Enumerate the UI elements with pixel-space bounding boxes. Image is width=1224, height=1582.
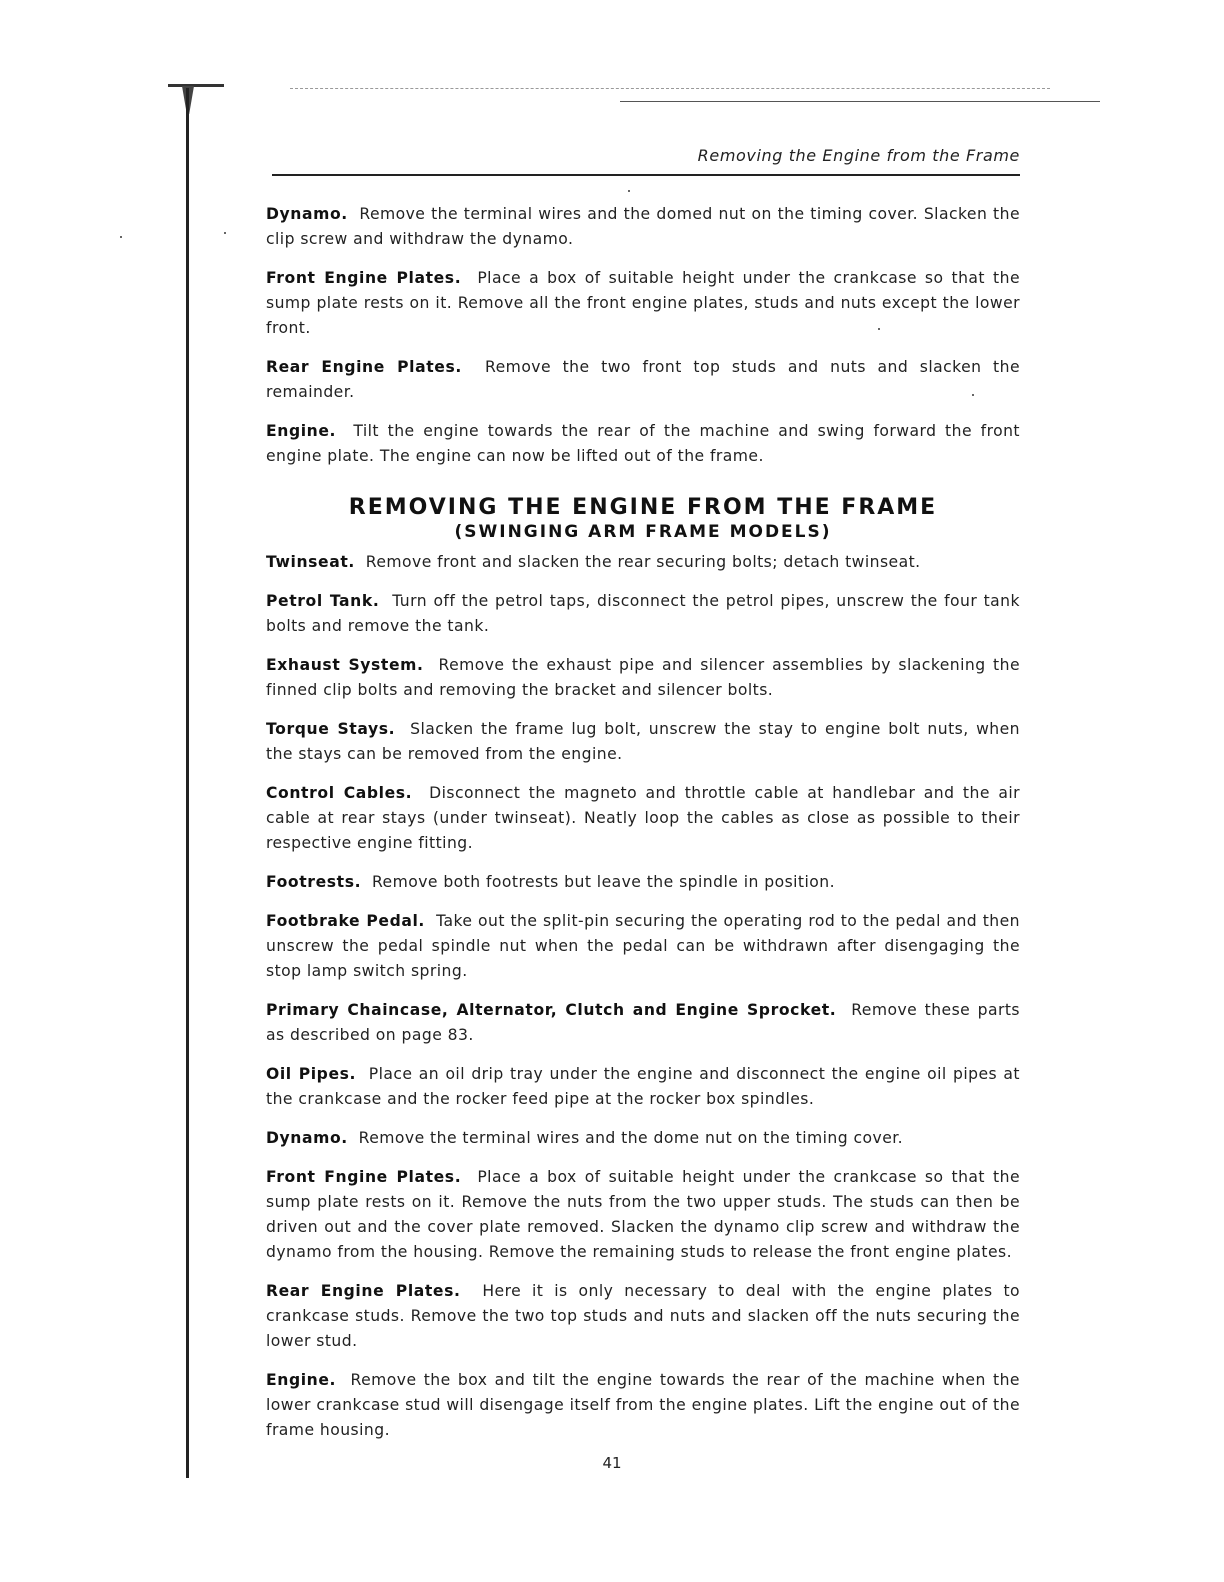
instruction-body: Remove the terminal wires and the domed nut on the timing cover. Slacken the clip screw and withdraw the dynamo.: [266, 205, 1020, 248]
instruction-heading: Dynamo.: [266, 205, 348, 223]
instruction-body: Remove the terminal wires and the dome nut on the timing cover.: [358, 1129, 904, 1147]
instruction-heading: Exhaust System.: [266, 656, 424, 674]
instruction-heading: Petrol Tank.: [266, 592, 380, 610]
instruction-body: Place an oil drip tray under the engine and disconnect the engine oil pipes at the crankcase and the rocker feed pipe at the rocker box spindles.: [266, 1065, 1020, 1108]
section-instructions: [266, 550, 1020, 1443]
instruction-body: Take out the split-pin securing the operating rod to the pedal and then unscrew the pedal spindle nut when the pedal can be withdrawn after disengaging the stop lamp switch spring.: [266, 912, 1020, 980]
instruction-heading: Dynamo.: [266, 1129, 348, 1147]
instruction-body: Place a box of suitable height under the crankcase so that the sump plate rests on it. Remove all the front engine plates, studs and nuts except the lower front.: [266, 269, 1020, 337]
instruction-paragraph: [266, 1126, 1020, 1151]
instruction-heading: Rear Engine Plates.: [266, 1282, 461, 1300]
instruction-heading: Rear Engine Plates.: [266, 358, 462, 376]
instruction-body: Place a box of suitable height under the crankcase so that the sump plate rests on it. Remove the nuts from the two upper studs. The studs can then be driven out and the cover plate removed. Slacken the dynamo clip screw and withdraw the dynamo from the housing. Remove the remaining studs to release the front engine plates.: [266, 1168, 1020, 1261]
instruction-body: Remove the two front top studs and nuts and slacken the remainder.: [266, 358, 1020, 401]
scan-speck: [120, 236, 122, 238]
instruction-paragraph: [266, 550, 1020, 575]
instruction-paragraph: [266, 717, 1020, 767]
instruction-paragraph: [266, 589, 1020, 639]
instruction-heading: Control Cables.: [266, 784, 413, 802]
instruction-heading: Oil Pipes.: [266, 1065, 357, 1083]
section-title: REMOVING THE ENGINE FROM THE FRAME: [348, 495, 938, 520]
instruction-body: Here it is only necessary to deal with the engine plates to crankcase studs. Remove the two top studs and nuts and slacken off the nuts securing the lower stud.: [266, 1282, 1020, 1350]
instruction-body: Remove both footrests but leave the spindle in position.: [371, 873, 836, 891]
instruction-heading: Engine.: [266, 1371, 337, 1389]
instruction-body: Remove the exhaust pipe and silencer assemblies by slackening the finned clip bolts and removing the bracket and silencer bolts.: [266, 656, 1020, 699]
scan-artifact-line: [620, 101, 1100, 102]
instruction-heading: Footrests.: [266, 873, 362, 891]
instruction-paragraph: [266, 870, 1020, 895]
instruction-paragraph: [266, 653, 1020, 703]
upper-instructions: [266, 202, 1020, 469]
instruction-paragraph: [266, 909, 1020, 984]
instruction-heading: Footbrake Pedal.: [266, 912, 425, 930]
instruction-body: Tilt the engine towards the rear of the machine and swing forward the front engine plate. The engine can now be lifted out of the frame.: [266, 422, 1020, 465]
instruction-heading: Twinseat.: [266, 553, 355, 571]
header-rule: [272, 174, 1020, 176]
instruction-paragraph: [266, 1165, 1020, 1265]
instruction-body: Slacken the frame lug bolt, unscrew the stay to engine bolt nuts, when the stays can be removed from the engine.: [266, 720, 1020, 763]
page-body: [266, 202, 1020, 1457]
binding-edge-top: [168, 84, 224, 87]
instruction-paragraph: [266, 1368, 1020, 1443]
scan-speck: [224, 232, 226, 234]
instruction-body: Turn off the petrol taps, disconnect the petrol pipes, unscrew the four tank bolts and remove the tank.: [266, 592, 1020, 635]
scan-artifact-dashes: [290, 88, 1050, 90]
instruction-paragraph: [266, 998, 1020, 1048]
page-number: 41: [602, 1454, 622, 1472]
instruction-body: Remove the box and tilt the engine towards the rear of the machine when the lower crankcase stud will disengage itself from the engine plates. Lift the engine out of the frame housing.: [266, 1371, 1020, 1439]
instruction-body: Disconnect the magneto and throttle cable at handlebar and the air cable at rear stays (under twinseat). Neatly loop the cables as close as possible to their respective engine fitting.: [266, 784, 1020, 852]
instruction-body: Remove front and slacken the rear securing bolts; detach twinseat.: [365, 553, 921, 571]
binding-edge: [186, 88, 189, 1478]
instruction-heading: Engine.: [266, 422, 337, 440]
instruction-paragraph: [266, 1062, 1020, 1112]
scan-speck: [628, 190, 630, 192]
instruction-paragraph: [266, 355, 1020, 405]
section-subtitle: (SWINGING ARM FRAME MODELS): [454, 522, 832, 542]
instruction-body: Remove these parts as described on page 83.: [266, 1001, 1020, 1044]
instruction-paragraph: [266, 1279, 1020, 1354]
instruction-heading: Torque Stays.: [266, 720, 396, 738]
running-head: Removing the Engine from the Frame: [697, 146, 1020, 165]
instruction-heading: Primary Chaincase, Alternator, Clutch and Engine Sprocket.: [266, 1001, 837, 1019]
instruction-heading: Front Engine Plates.: [266, 269, 462, 287]
instruction-paragraph: [266, 202, 1020, 252]
instruction-paragraph: [266, 266, 1020, 341]
instruction-paragraph: [266, 781, 1020, 856]
instruction-heading: Front Fngine Plates.: [266, 1168, 462, 1186]
instruction-paragraph: [266, 419, 1020, 469]
